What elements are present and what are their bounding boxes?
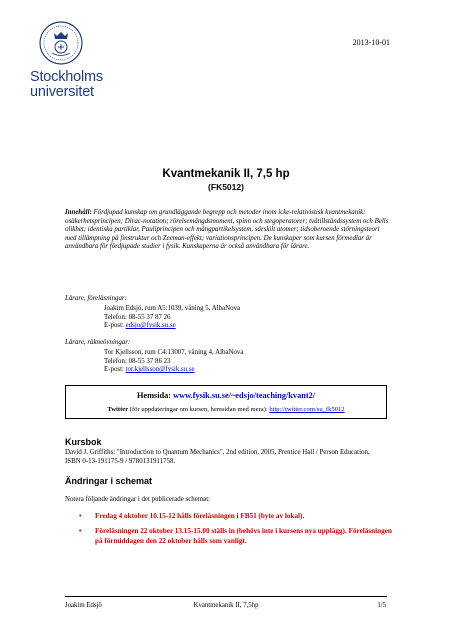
assistant-email-label: E-post: xyxy=(104,366,126,374)
twitter-label: Twitter xyxy=(107,406,129,413)
assistant-email-line xyxy=(104,366,243,375)
logo-text-universitet: universitet xyxy=(30,84,94,100)
lecturer-email-label: E-post: xyxy=(104,322,126,330)
changes-list xyxy=(65,512,395,552)
homepage-line xyxy=(65,391,387,400)
assistant-contact xyxy=(104,349,243,375)
homepage-link[interactable]: www.fysik.su.se/~edsjo/teaching/kvant2/ xyxy=(173,391,316,400)
changes-note: Notera följande ändringar i det publicerade schemat: xyxy=(65,496,211,503)
assistant-role: Lärare, räkneövningar: xyxy=(65,339,131,346)
list-item xyxy=(65,512,395,521)
twitter-line xyxy=(65,406,387,413)
logo-text-stockholms: Stockholms xyxy=(30,69,103,85)
document-date: 2013-10-01 xyxy=(352,38,390,47)
university-logo xyxy=(30,20,122,100)
change-item-1: Fredag 4 oktober 10.15-12 hålls föreläsningen i FB51 (byte av lokal). xyxy=(95,512,305,520)
university-seal-icon xyxy=(38,20,84,66)
changes-heading: Ändringar i schemat xyxy=(65,476,153,486)
course-content-paragraph xyxy=(65,209,390,252)
kursbok-heading: Kursbok xyxy=(65,437,102,447)
lecturer-email-line xyxy=(104,322,240,331)
change-item-2: Föreläsningen 22 oktober 13.15-15.00 ställs in (behövs inte i kursens nya upplägg). Föreläsningen på förmiddagen den 22 oktober hålls som vanligt. xyxy=(95,527,392,545)
lecturer-email-link[interactable]: edsjo@fysik.su.se xyxy=(125,322,176,330)
footer-author: Joakim Edsjö xyxy=(65,602,102,609)
list-item xyxy=(65,527,395,546)
lecturer-role: Lärare, föreläsningar: xyxy=(65,295,127,302)
assistant-email-link[interactable]: tor.kjellsson@fysik.su.se xyxy=(125,366,195,374)
kursbok-text: David J. Griffiths: "Introduction to Quantum Mechanics", 2nd edition, 2005, Prentice Hall / Person Education, ISBN 0-13-191175-9 / 9780131911758. xyxy=(65,449,370,465)
assistant-phone: Telefon: 08-55 37 86 23 xyxy=(104,357,171,365)
content-label: Innehåll: xyxy=(65,209,92,216)
twitter-text: (för uppdateringar om kursen, hemsidan med mera): xyxy=(128,406,270,413)
content-text: Fördjupad kunskap om grundläggande begrepp och metoder inom icke-relativistisk kvantmekanik: osäkerhetsprincipen; Dirac-notation; rörelsemängdsmoment, spinn och stegoperatorer; tvåtillståndssystem och Bells olikhet; identiska partiklar, Pauliprincipen och mångpartikelsystem, särskilt atomer; tidsoberoende störningsteori med tillämpning på finstruktur och Zeeman-effekt; variationsprincipen. De kunskaper som kursen förmedlar är användbara för fördjupade studier i fysik. Kunskaperna är också användbara för lärare. xyxy=(65,209,389,251)
bullet-icon: • xyxy=(79,527,82,536)
homepage-label: Hemsida: xyxy=(136,391,174,400)
bullet-icon: • xyxy=(79,512,82,520)
course-code: (FK5012) xyxy=(208,182,244,192)
footer-page-number: 1/5 xyxy=(377,602,386,609)
lecturer-phone: Telefon: 08-55 37 87 26 xyxy=(104,313,171,321)
twitter-link[interactable]: http://twitter.com/su_fk5012 xyxy=(269,406,345,413)
assistant-name: Tor Kjellsson, rum C4:13007, våning 4, AlbaNova xyxy=(104,349,244,356)
lecturer-contact xyxy=(104,305,240,331)
lecturer-name: Joakim Edsjö, rum A5:1039, våning 5, AlbaNova xyxy=(104,305,241,312)
footer-divider xyxy=(65,596,387,597)
footer-course: Kvantmekanik II, 7,5hp xyxy=(193,602,259,609)
course-title: Kvantmekanik II, 7,5 hp xyxy=(162,168,290,180)
